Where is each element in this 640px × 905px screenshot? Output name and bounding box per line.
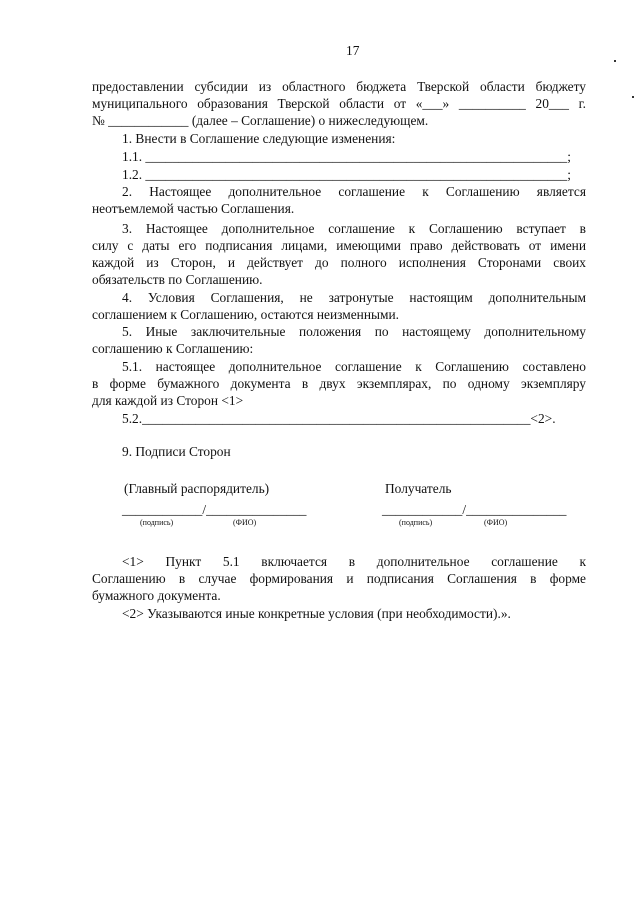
item-1: 1. Внести в Соглашение следующие изменения: — [122, 131, 396, 146]
right-party-title: Получатель — [385, 481, 452, 496]
intro-line: муниципального образования Тверской области от «___» __________ 20___ г. — [92, 96, 586, 111]
scan-speck — [632, 96, 634, 98]
intro-line: предоставлении субсидии из областного бюджета Тверской области бюджету — [92, 79, 586, 94]
item-5-1-line: в форме бумажного документа в двух экземплярах, по одному экземпляру — [92, 376, 586, 391]
footnote-1-line: <1> Пункт 5.1 включается в дополнительное соглашение к — [122, 554, 586, 569]
signatures-heading: 9. Подписи Сторон — [122, 444, 231, 459]
item-2-line: неотъемлемой частью Соглашения. — [92, 201, 295, 216]
item-5-1-line: для каждой из Сторон <1> — [92, 393, 244, 408]
scan-speck — [614, 60, 616, 62]
right-signature-line: ____________/_______________ — [382, 502, 567, 517]
item-5-2: 5.2.__________________________________________________________<2>. — [122, 411, 556, 426]
item-2-line: 2. Настоящее дополнительное соглашение к Соглашению является — [122, 184, 586, 199]
page-number: 17 — [346, 43, 360, 58]
item-5-line: 5. Иные заключительные положения по настоящему дополнительному — [122, 324, 586, 339]
left-party-title: (Главный распорядитель) — [124, 481, 270, 496]
item-3-line: каждой из Сторон, и действует до полного исполнения Сторонами своих — [92, 255, 586, 270]
footnote-1-line: бумажного документа. — [92, 588, 221, 603]
right-signature-caption: (подпись) — [399, 518, 433, 527]
item-3-line: силу с даты его подписания лицами, имеющими право действовать от имени — [92, 238, 586, 253]
right-name-caption: (ФИО) — [484, 518, 508, 527]
item-3-line: 3. Настоящее дополнительное соглашение к Соглашению вступает в — [122, 221, 586, 236]
left-name-caption: (ФИО) — [233, 518, 257, 527]
item-3-line: обязательств по Соглашению. — [92, 272, 263, 287]
footnote-2: <2> Указываются иные конкретные условия (при необходимости).». — [122, 606, 511, 621]
item-4-line: 4. Условия Соглашения, не затронутые настоящим дополнительным — [122, 290, 586, 305]
item-1-2: 1.2. _______________________________________________________________; — [122, 167, 571, 182]
left-signature-line: ____________/_______________ — [122, 502, 307, 517]
item-4-line: соглашением к Соглашению, остаются неизменными. — [92, 307, 399, 322]
left-signature-caption: (подпись) — [140, 518, 174, 527]
intro-line: № ____________ (далее – Соглашение) о нижеследующем. — [92, 113, 429, 128]
item-5-line: соглашению к Соглашению: — [92, 341, 254, 356]
item-1-1: 1.1. _______________________________________________________________; — [122, 149, 571, 164]
item-5-1-line: 5.1. настоящее дополнительное соглашение к Соглашению составлено — [122, 359, 586, 374]
footnote-1-line: Соглашению в случае формирования и подписания Соглашения в форме — [92, 571, 586, 586]
